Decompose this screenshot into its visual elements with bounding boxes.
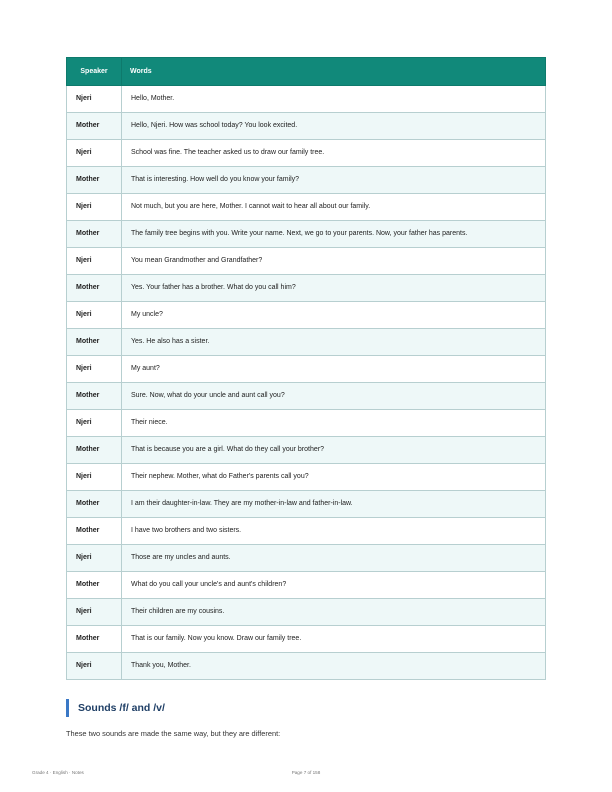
table-row (67, 221, 546, 248)
table-row (67, 329, 546, 356)
words-cell: Yes. He also has a sister. (122, 329, 546, 356)
words-cell: Sure. Now, what do your uncle and aunt call you? (122, 383, 546, 410)
words-cell: I have two brothers and two sisters. (122, 518, 546, 545)
table-row (67, 626, 546, 653)
section-heading: Sounds /f/ and /v/ (66, 699, 165, 717)
words-cell: You mean Grandmother and Grandfather? (122, 248, 546, 275)
words-cell: That is our family. Now you know. Draw our family tree. (122, 626, 546, 653)
words-cell: Not much, but you are here, Mother. I cannot wait to hear all about our family. (122, 194, 546, 221)
table-header-row (67, 58, 546, 86)
table-row (67, 275, 546, 302)
column-header-speaker: Speaker (67, 58, 122, 86)
words-cell: My uncle? (122, 302, 546, 329)
words-cell: Their niece. (122, 410, 546, 437)
speaker-cell: Njeri (67, 194, 122, 221)
table-row (67, 518, 546, 545)
words-cell: Their children are my cousins. (122, 599, 546, 626)
speaker-cell: Njeri (67, 356, 122, 383)
speaker-cell: Mother (67, 626, 122, 653)
speaker-cell: Njeri (67, 410, 122, 437)
speaker-cell: Mother (67, 383, 122, 410)
speaker-cell: Mother (67, 221, 122, 248)
words-cell: That is because you are a girl. What do they call your brother? (122, 437, 546, 464)
words-cell: Their nephew. Mother, what do Father's parents call you? (122, 464, 546, 491)
table-row (67, 86, 546, 113)
table-row (67, 410, 546, 437)
footer-page-number: Page 7 of 158 (291, 770, 321, 775)
speaker-cell: Mother (67, 167, 122, 194)
words-cell: School was fine. The teacher asked us to draw our family tree. (122, 140, 546, 167)
dialogue-table (66, 57, 546, 680)
speaker-cell: Mother (67, 518, 122, 545)
table-row (67, 545, 546, 572)
speaker-cell: Njeri (67, 248, 122, 275)
speaker-cell: Njeri (67, 545, 122, 572)
table-row (67, 302, 546, 329)
table-row (67, 491, 546, 518)
words-cell: Yes. Your father has a brother. What do you call him? (122, 275, 546, 302)
table-row (67, 194, 546, 221)
speaker-cell: Mother (67, 275, 122, 302)
table-row (67, 248, 546, 275)
words-cell: My aunt? (122, 356, 546, 383)
speaker-cell: Mother (67, 491, 122, 518)
table-row (67, 167, 546, 194)
table-row (67, 599, 546, 626)
speaker-cell: Njeri (67, 599, 122, 626)
speaker-cell: Njeri (67, 302, 122, 329)
words-cell: Hello, Mother. (122, 86, 546, 113)
words-cell: Those are my uncles and aunts. (122, 545, 546, 572)
table-row (67, 383, 546, 410)
speaker-cell: Mother (67, 113, 122, 140)
words-cell: That is interesting. How well do you know your family? (122, 167, 546, 194)
speaker-cell: Njeri (67, 464, 122, 491)
column-header-words: Words (122, 58, 546, 86)
speaker-cell: Mother (67, 329, 122, 356)
table-row (67, 572, 546, 599)
table-row (67, 464, 546, 491)
table-row (67, 356, 546, 383)
speaker-cell: Njeri (67, 653, 122, 680)
table-row (67, 437, 546, 464)
table-row (67, 140, 546, 167)
words-cell: What do you call your uncle's and aunt's children? (122, 572, 546, 599)
words-cell: I am their daughter-in-law. They are my mother-in-law and father-in-law. (122, 491, 546, 518)
footer-document-label: Grade 4 · English · Notes (32, 770, 84, 775)
table-row (67, 653, 546, 680)
section-intro-text: These two sounds are made the same way, but they are different: (66, 729, 281, 738)
table-row (67, 113, 546, 140)
table-body (67, 86, 546, 680)
speaker-cell: Mother (67, 572, 122, 599)
speaker-cell: Njeri (67, 86, 122, 113)
words-cell: Thank you, Mother. (122, 653, 546, 680)
speaker-cell: Njeri (67, 140, 122, 167)
speaker-cell: Mother (67, 437, 122, 464)
words-cell: The family tree begins with you. Write your name. Next, we go to your parents. Now, your father has parents. (122, 221, 546, 248)
words-cell: Hello, Njeri. How was school today? You look excited. (122, 113, 546, 140)
